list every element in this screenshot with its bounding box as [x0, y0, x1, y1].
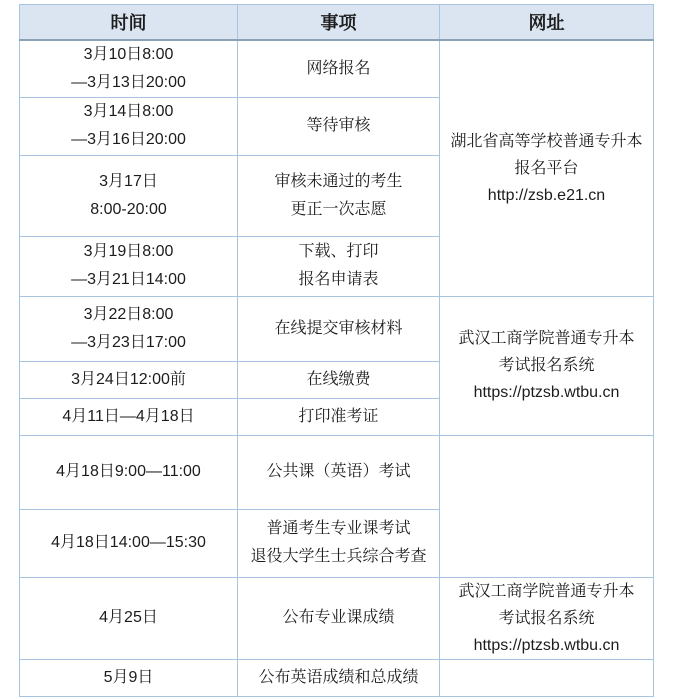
time-text: 4月18日9:00—11:00: [56, 463, 201, 480]
item-cell: [238, 659, 440, 696]
time-text: 8:00-20:00: [90, 200, 167, 218]
time-cell: [20, 296, 238, 361]
time-text: 4月25日: [99, 609, 158, 626]
url-cell-empty-bottom: [440, 659, 654, 696]
item-cell: [238, 435, 440, 509]
item-text: 网络报名: [306, 59, 371, 77]
url-cell-wtbu-registration-2: [440, 577, 654, 659]
url-address-text: https://ptzsb.wtbu.cn: [473, 384, 620, 401]
item-text: 在线缴费: [306, 370, 371, 388]
time-text: 3月10日8:00: [83, 45, 174, 63]
column-header-time: 时间: [20, 5, 238, 40]
time-text: —3月21日14:00: [71, 271, 186, 288]
item-cell: [238, 155, 440, 236]
item-text: 等待审核: [306, 117, 371, 134]
column-header-item: 事项: [238, 5, 440, 40]
time-cell: [20, 155, 238, 236]
table-row: [20, 296, 654, 361]
item-text: 公布专业课成绩: [282, 609, 395, 626]
item-cell: [238, 97, 440, 155]
item-cell: [238, 577, 440, 659]
time-cell: [20, 577, 238, 659]
time-text: 5月9日: [103, 668, 154, 686]
time-cell: [20, 236, 238, 296]
item-cell: [238, 40, 440, 98]
table-row: [20, 40, 654, 98]
column-header-url: 网址: [440, 5, 654, 40]
schedule-table: [19, 4, 654, 697]
item-cell: [238, 236, 440, 296]
time-cell: [20, 361, 238, 398]
time-text: 3月14日8:00: [83, 103, 174, 120]
time-text: —3月16日20:00: [71, 131, 186, 148]
url-org-text: 武汉工商学院普通专升本: [458, 330, 635, 347]
url-cell-hubei-platform: [440, 40, 654, 297]
item-text: 在线提交审核材料: [274, 319, 403, 337]
item-text: 打印准考证: [298, 407, 379, 425]
time-text: 3月19日8:00: [83, 243, 174, 260]
time-text: 4月11日—4月18日: [62, 407, 195, 425]
time-cell: [20, 398, 238, 435]
url-cell-empty-exams: [440, 435, 654, 577]
time-cell: [20, 97, 238, 155]
time-cell: [20, 509, 238, 577]
url-org-text: 考试报名系统: [498, 609, 595, 627]
url-org-text: 考试报名系统: [498, 357, 595, 374]
time-cell: [20, 435, 238, 509]
item-text: 公布英语成绩和总成绩: [258, 668, 419, 686]
url-cell-wtbu-registration: [440, 296, 654, 435]
url-address-text: http://zsb.e21.cn: [487, 186, 606, 204]
item-text: 报名申请表: [298, 271, 379, 288]
time-text: 3月17日: [99, 172, 158, 190]
time-text: 4月18日14:00—15:30: [51, 534, 206, 551]
item-cell: [238, 361, 440, 398]
item-text: 普通考生专业课考试: [266, 520, 411, 537]
url-org-text: 武汉工商学院普通专升本: [458, 582, 635, 600]
item-cell: [238, 509, 440, 577]
table-row: [20, 435, 654, 509]
url-org-text: 报名平台: [514, 159, 579, 177]
time-cell: [20, 40, 238, 98]
item-text: 下载、打印: [298, 243, 379, 260]
item-text: 公共课（英语）考试: [266, 463, 411, 480]
item-cell: [238, 296, 440, 361]
item-text: 退役大学生士兵综合考查: [250, 548, 427, 565]
table-row: [20, 659, 654, 696]
time-text: —3月13日20:00: [71, 73, 186, 91]
item-text: 审核未通过的考生: [274, 172, 403, 190]
time-text: 3月22日8:00: [83, 305, 174, 323]
url-org-text: 湖北省高等学校普通专升本: [450, 132, 643, 150]
time-text: 3月24日12:00前: [71, 370, 186, 388]
item-cell: [238, 398, 440, 435]
item-text: 更正一次志愿: [290, 200, 387, 218]
url-address-text: https://ptzsb.wtbu.cn: [473, 636, 620, 654]
time-cell: [20, 659, 238, 696]
time-text: —3月23日17:00: [71, 333, 186, 351]
header-row: [20, 5, 654, 40]
table-row: [20, 577, 654, 659]
